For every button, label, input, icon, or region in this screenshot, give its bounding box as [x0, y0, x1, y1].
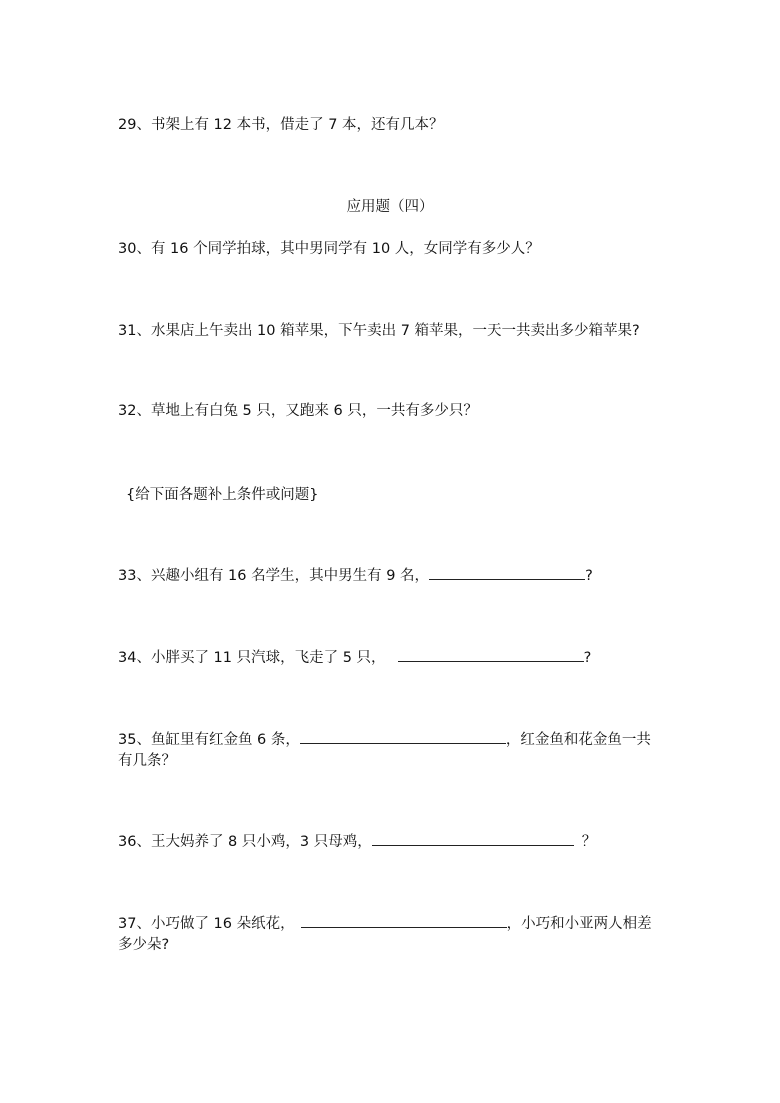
question-30: 30、有 16 个同学拍球，其中男同学有 10 人，女同学有多少人？ [118, 241, 540, 257]
question-33-end: ? [585, 568, 593, 584]
question-34-end: ? [583, 650, 592, 666]
question-35-text: 35、鱼缸里有红金鱼 6 条， [118, 732, 300, 748]
question-37-blank[interactable] [301, 912, 507, 928]
question-31: 31、水果店上午卖出 10 箱苹果，下午卖出 7 箱苹果，一天一共卖出多少箱苹果? [118, 323, 640, 339]
question-33-blank[interactable] [429, 564, 585, 580]
question-33-text: 33、兴趣小组有 16 名学生，其中男生有 9 名， [118, 568, 430, 584]
question-35-line2: 有几条？ [118, 753, 176, 769]
question-33 [118, 564, 593, 587]
question-36-end: ？ [581, 834, 597, 850]
question-36-blank[interactable] [372, 830, 574, 846]
question-37 [118, 912, 652, 935]
question-29: 29、书架上有 12 本书，借走了 7 本，还有几本？ [118, 117, 444, 133]
question-37-after: ，小巧和小亚两人相差 [506, 916, 652, 932]
question-36-text: 36、王大妈养了 8 只小鸡，3 只母鸡， [118, 834, 372, 850]
instruction: {给下面各题补上条件或问题} [126, 487, 319, 503]
question-35 [118, 728, 651, 751]
question-35-blank[interactable] [300, 728, 506, 744]
section-title: 应用题（四） [346, 199, 434, 215]
question-34-blank[interactable] [398, 646, 584, 662]
question-32: 32、草地上有白兔 5 只，又跑来 6 只，一共有多少只？ [118, 403, 478, 419]
question-37-text: 37、小巧做了 16 朵纸花， [118, 916, 295, 932]
question-34 [118, 646, 591, 669]
question-34-text: 34、小胖买了 11 只汽球，飞走了 5 只， [118, 650, 386, 666]
question-37-line2: 多少朵? [118, 937, 170, 953]
question-35-after: ，红金鱼和花金鱼一共 [505, 732, 651, 748]
question-36 [118, 830, 596, 853]
